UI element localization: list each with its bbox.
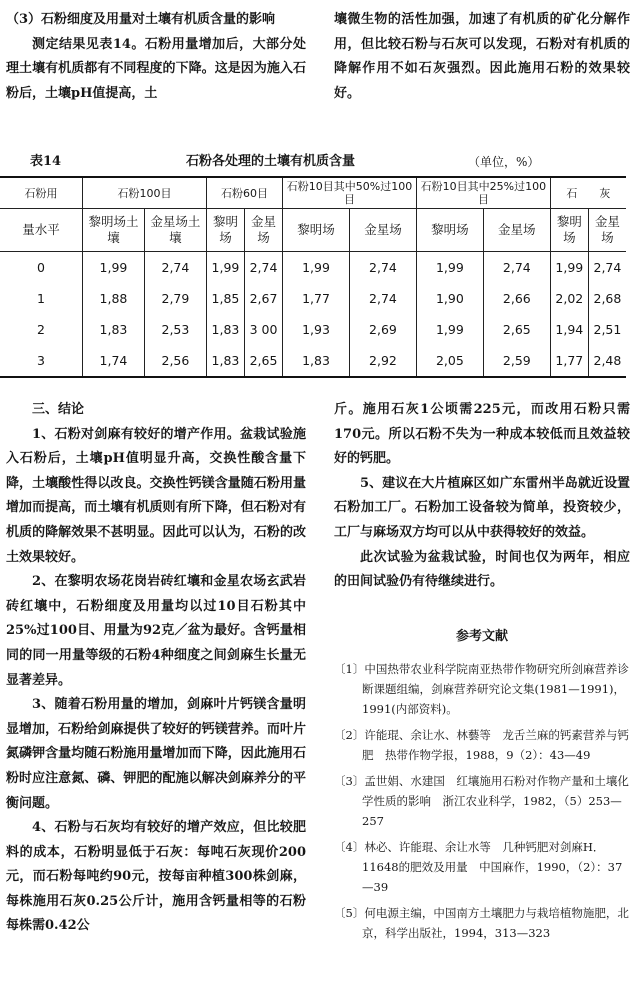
table-cell: 1,85 bbox=[206, 283, 244, 314]
row-level: 2 bbox=[37, 322, 45, 337]
table-cell: 2,67 bbox=[244, 283, 282, 314]
table-cell: 1,88 bbox=[83, 283, 145, 314]
organic-matter-table bbox=[0, 176, 626, 378]
reference-item bbox=[334, 771, 630, 831]
table-label: 表14 bbox=[30, 154, 62, 169]
closing-note: 此次试验为盆栽试验，时间也仅为两年，相应的田间试验仍有待继续进行。 bbox=[334, 549, 630, 590]
column-header: 金星场 bbox=[244, 209, 282, 252]
conclusion-1: 1、石粉对剑麻有较好的增产作用。盆栽试验施入石粉后，土壤pH值明显升高，交换性酸含量下降，土壤酸性得以改良。交换性钙镁含量随石粉用量增加而提高，而土壤有机质则有所下降，但石粉对有机质的降解效果不甚明显。因此可以认为，石粉的改土效果较好。 bbox=[6, 426, 306, 565]
table-cell: 2,51 bbox=[588, 314, 626, 345]
table-cell: 1,93 bbox=[283, 314, 350, 345]
conclusion-4-continued: 斤。施用石灰1公顷需225元，而改用石粉只需170元。所以石粉不失为一种成本较低而且效益较好的钙肥。 bbox=[334, 402, 630, 467]
table-cell: 2,74 bbox=[244, 252, 282, 284]
reference-item bbox=[334, 903, 630, 943]
paragraph-organic-matter-results: 测定结果见表14。石粉用量增加后，大部分处理土壤有机质都有不同程度的下降。这是因为施入石粉后，土壤pH值提高，土 bbox=[6, 36, 306, 101]
table-cell: 2,74 bbox=[483, 252, 550, 284]
column-header: 金星场 bbox=[588, 209, 626, 252]
table-cell: 1,99 bbox=[550, 252, 588, 284]
table-cell: 2,65 bbox=[483, 314, 550, 345]
reference-item bbox=[334, 659, 630, 719]
table-cell: 1,83 bbox=[83, 314, 145, 345]
references-list bbox=[334, 659, 630, 943]
reference-item bbox=[334, 837, 630, 897]
references-heading: 参考文献 bbox=[455, 628, 508, 644]
reference-item bbox=[334, 725, 630, 765]
reference-text: 〔1〕中国热带农业科学院南亚热带作物研究所剑麻营养诊断课题组编，剑麻营养研究论文集(1981—1991)，1991(内部资料)。 bbox=[334, 662, 629, 717]
table-cell: 2,74 bbox=[349, 283, 416, 314]
table-caption-row bbox=[0, 150, 640, 174]
table-unit: （单位，%） bbox=[468, 155, 540, 169]
table-cell: 1,77 bbox=[550, 345, 588, 377]
table-cell: 2,59 bbox=[483, 345, 550, 377]
group-header: 石粉10目其中50%过100目 bbox=[283, 177, 417, 209]
conclusion-2: 2、在黎明农场花岗岩砖红壤和金星农场玄武岩砖红壤中，石粉细度及用量均以过10目石粉其中25%过100目、用量为92克／盆为最好。含钙量相同的同一用量等级的石粉4种细度之间剑麻生长量无显著差异。 bbox=[6, 574, 306, 688]
table-cell: 2,02 bbox=[550, 283, 588, 314]
table-cell: 2,53 bbox=[144, 314, 206, 345]
reference-text: 〔5〕何电源主编，中国南方土壤肥力与栽培植物施肥，北京，科学出版社，1994，313—323 bbox=[334, 906, 629, 941]
table-cell: 2,65 bbox=[244, 345, 282, 377]
table-cell: 1,74 bbox=[83, 345, 145, 377]
column-header: 金星场土壤 bbox=[144, 209, 206, 252]
row-level: 0 bbox=[37, 260, 45, 275]
column-header: 黎明场 bbox=[283, 209, 350, 252]
table-cell: 1,83 bbox=[283, 345, 350, 377]
table-row bbox=[0, 345, 626, 377]
table-cell: 1,99 bbox=[206, 252, 244, 284]
table-cell: 1,99 bbox=[416, 314, 483, 345]
right-column bbox=[334, 398, 630, 949]
table-cell: 1,99 bbox=[283, 252, 350, 284]
table-row bbox=[0, 283, 626, 314]
row-level: 3 bbox=[0, 345, 83, 377]
row-header-line-2: 量水平 bbox=[0, 209, 83, 252]
table-row bbox=[0, 252, 626, 284]
group-header: 石 灰 bbox=[550, 177, 626, 209]
table-cell: 3 00 bbox=[244, 314, 282, 345]
table-cell: 1,94 bbox=[550, 314, 588, 345]
column-header: 金星场 bbox=[483, 209, 550, 252]
table-cell: 2,69 bbox=[349, 314, 416, 345]
column-header: 黎明场土壤 bbox=[83, 209, 145, 252]
table-cell: 2,56 bbox=[144, 345, 206, 377]
table-cell: 1,83 bbox=[206, 314, 244, 345]
table-cell: 1,83 bbox=[206, 345, 244, 377]
row-level: 1 bbox=[37, 291, 45, 306]
reference-text: 〔2〕许能琨、余让水、林藝等 龙舌兰麻的钙素营养与钙肥 热带作物学报，1988，9（2）：43—49 bbox=[334, 728, 629, 763]
paragraph-organic-matter-continued: 壤微生物的活性加强，加速了有机质的矿化分解作用，但比较石粉与石灰可以发现，石粉对有机质的降解作用不如石灰强烈。因此施用石粉的效果较好。 bbox=[334, 12, 630, 101]
table-cell: 2,66 bbox=[483, 283, 550, 314]
table-cell: 1,77 bbox=[283, 283, 350, 314]
table-cell: 2,48 bbox=[588, 345, 626, 377]
table-cell: 2,74 bbox=[144, 252, 206, 284]
table-cell: 2,79 bbox=[144, 283, 206, 314]
reference-text: 〔3〕孟世娟、水建国 红壤施用石粉对作物产量和土壤化学性质的影响 浙江农业科学，1982，（5）253—257 bbox=[334, 774, 629, 829]
conclusion-5: 5、建议在大片植麻区如广东雷州半岛就近设置石粉加工厂。石粉加工设备较为简单，投资较少，工厂与麻场双方均可以从中获得较好的效益。 bbox=[334, 475, 630, 540]
section-heading-lime-fineness: （3）石粉细度及用量对土壤有机质含量的影响 bbox=[6, 12, 276, 27]
table-cell: 2,74 bbox=[588, 252, 626, 284]
conclusions-heading: 三、结论 bbox=[32, 402, 85, 417]
conclusion-4: 4、石粉与石灰均有较好的增产效应，但比较肥料的成本，石粉明显低于石灰：每吨石灰现价200元，而石粉每吨约90元，按每亩种植300株剑麻，每株施用石灰0.25公斤计，施用含钙量相等的石粉每株需0.42公 bbox=[6, 820, 306, 934]
table-cell: 1,90 bbox=[416, 283, 483, 314]
column-header: 金星场 bbox=[349, 209, 416, 252]
table-cell: 2,74 bbox=[349, 252, 416, 284]
table-cell: 1,99 bbox=[83, 252, 145, 284]
conclusion-3: 3、随着石粉用量的增加，剑麻叶片钙镁含量明显增加，石粉给剑麻提供了较好的钙镁营养。而叶片氮磷钾含量均随石粉施用量增加而下降，因此施用石粉时应注意氮、磷、钾肥的配施以解决剑麻养分的平衡问题。 bbox=[6, 697, 306, 811]
column-header: 黎明场 bbox=[206, 209, 244, 252]
table-cell: 1,99 bbox=[416, 252, 483, 284]
conclusions-column bbox=[6, 398, 306, 939]
reference-text: 〔4〕林必、许能琨、余让水等 几种钙肥对剑麻H．11648的肥效及用量 中国麻作，1990，（2）：37—39 bbox=[334, 840, 623, 895]
table-cell: 2,68 bbox=[588, 283, 626, 314]
table-row bbox=[0, 314, 626, 345]
row-header-line-1: 石粉用 bbox=[0, 177, 83, 209]
top-left-column bbox=[6, 8, 306, 106]
column-header: 黎明场 bbox=[550, 209, 588, 252]
group-header: 石粉10目其中25%过100目 bbox=[416, 177, 550, 209]
top-right-column bbox=[334, 8, 630, 106]
table-title: 石粉各处理的土壤有机质含量 bbox=[186, 154, 356, 169]
table-cell: 2,05 bbox=[416, 345, 483, 377]
table-cell: 2,92 bbox=[349, 345, 416, 377]
group-header: 石粉100目 bbox=[83, 177, 207, 209]
group-header: 石粉60目 bbox=[206, 177, 282, 209]
column-header: 黎明场 bbox=[416, 209, 483, 252]
